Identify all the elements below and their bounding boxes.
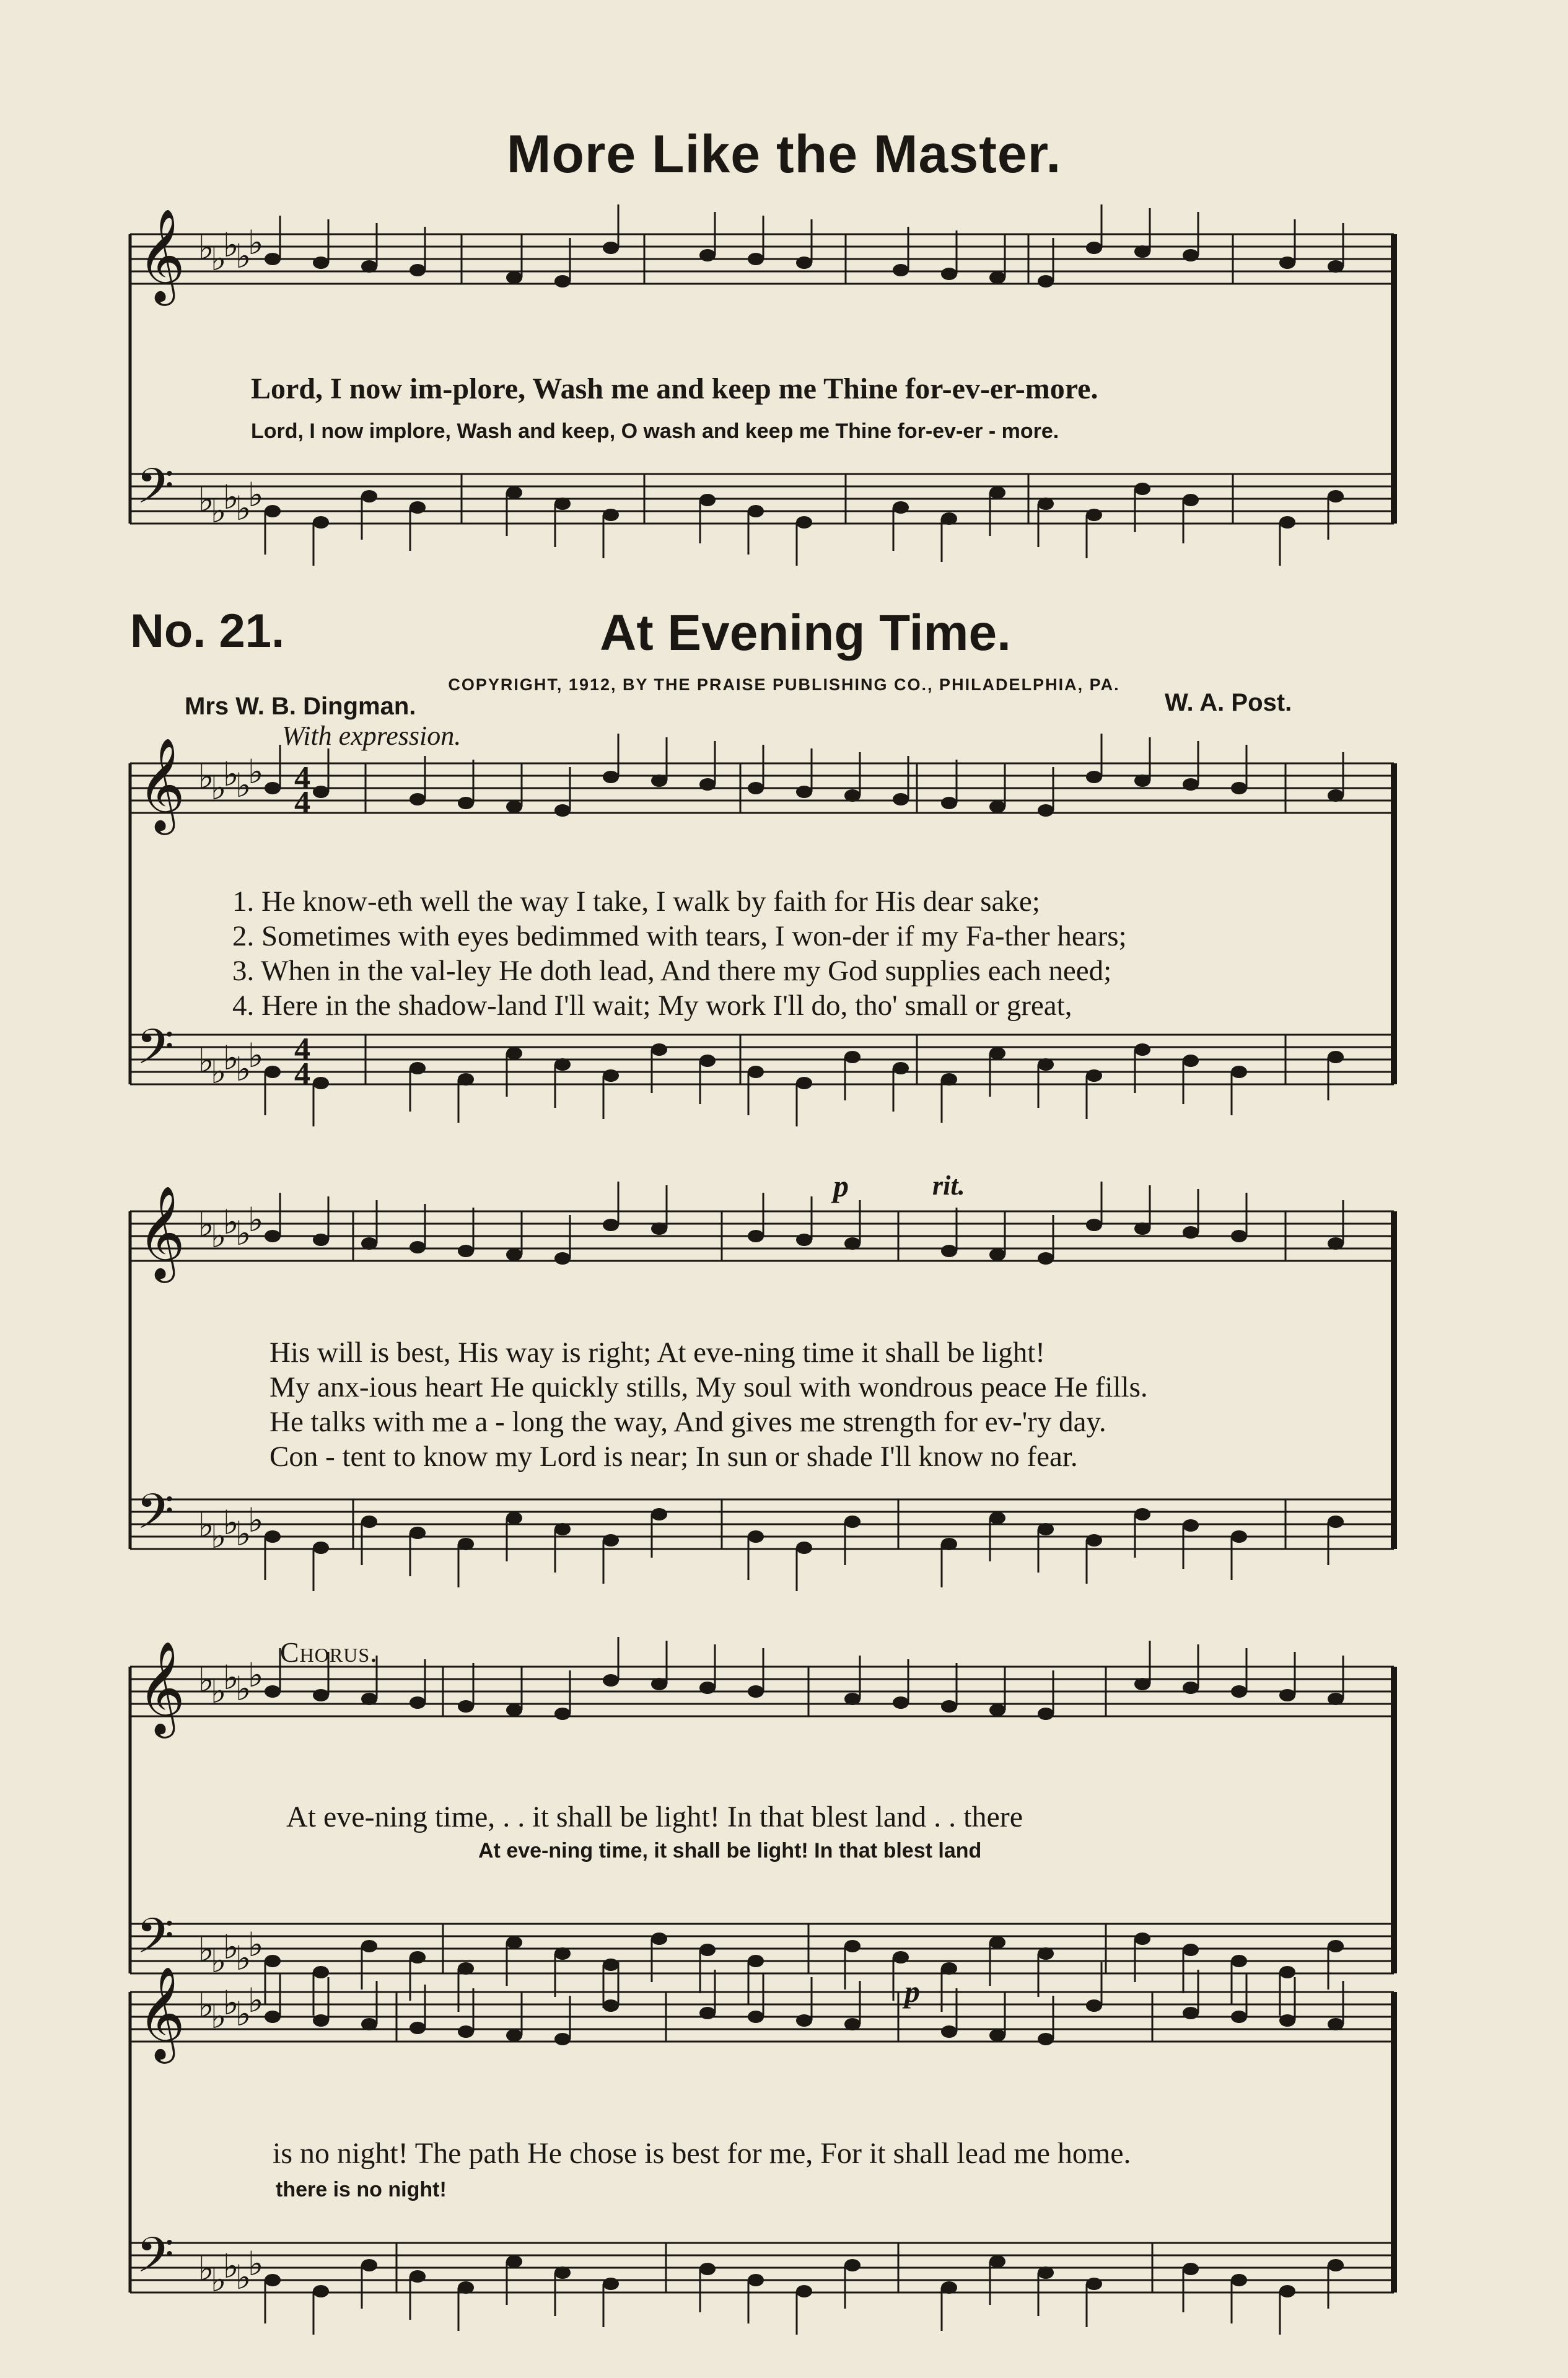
note-head	[265, 1066, 281, 1078]
note-head	[313, 1234, 329, 1246]
note-head	[796, 1542, 812, 1554]
note-head	[941, 512, 957, 525]
note-head	[554, 2266, 571, 2279]
note-head	[1328, 789, 1344, 802]
note-head	[506, 2029, 522, 2042]
flat-icon: ♭	[235, 1996, 252, 2033]
flat-icon: ♭	[235, 1051, 252, 1088]
flat-icon: ♭	[235, 1670, 252, 1708]
flat-icon: ♭	[223, 1985, 239, 2022]
note-head	[1231, 1066, 1247, 1078]
note-head	[941, 268, 957, 280]
note-head	[1134, 774, 1150, 787]
copyright-notice: COPYRIGHT, 1912, BY THE PRAISE PUBLISHING CO., PHILADELPHIA, PA.	[448, 675, 1120, 694]
note-head	[941, 797, 957, 809]
note-head	[844, 1237, 861, 1250]
note-head	[989, 1248, 1005, 1261]
flat-icon: ♭	[223, 1204, 239, 1241]
verse-4-line-2: Con - tent to know my Lord is near; In sun or shade I'll know no fear.	[269, 1441, 1078, 1473]
note-head	[265, 1685, 281, 1698]
note-head	[651, 1933, 667, 1945]
note-head	[651, 1043, 667, 1056]
bass-clef-icon: 𝄢	[136, 1484, 175, 1552]
note-head	[1183, 1226, 1199, 1239]
note-head	[941, 1245, 957, 1257]
flat-icon: ♭	[248, 753, 264, 791]
note-head	[1038, 1708, 1054, 1720]
note-head	[941, 2281, 957, 2294]
flat-icon: ♭	[198, 1931, 214, 1968]
note-head	[410, 1951, 426, 1963]
note-head	[651, 1508, 667, 1520]
note-head	[506, 1248, 522, 1261]
note-head	[554, 498, 571, 510]
note-head	[748, 2274, 764, 2286]
chorus-label: Chorus.	[280, 1636, 378, 1668]
flat-icon: ♭	[211, 1518, 227, 1555]
flat-icon: ♭	[248, 1926, 264, 1963]
note-head	[554, 275, 571, 287]
note-head	[603, 2278, 619, 2290]
note-head	[1279, 1966, 1295, 1978]
note-head	[313, 2285, 329, 2297]
flat-icon: ♭	[198, 2250, 214, 2288]
note-head	[458, 2025, 474, 2038]
bass-clef-icon: 𝄢	[136, 2227, 175, 2296]
note-head	[1086, 1069, 1102, 1082]
note-head	[1279, 2285, 1295, 2297]
treble-clef-icon: 𝄞	[138, 1965, 185, 2060]
flat-icon: ♭	[248, 1657, 264, 1694]
note-head	[699, 1682, 716, 1694]
note-head	[1183, 2263, 1199, 2275]
note-head	[989, 1512, 1005, 1524]
note-head	[1279, 257, 1295, 269]
note-head	[748, 1530, 764, 1543]
note-head	[1279, 1689, 1295, 1701]
note-head	[699, 2263, 716, 2275]
note-head	[699, 778, 716, 791]
note-head	[1183, 1682, 1199, 1694]
note-head	[989, 271, 1005, 284]
note-head	[941, 1700, 957, 1713]
note-head	[603, 1069, 619, 1082]
note-head	[506, 1704, 522, 1716]
flat-icon: ♭	[198, 1042, 214, 1079]
chorus-lyrics-line-1: At eve-ning time, . . it shall be light! In that blest land . . there	[286, 1801, 1023, 1833]
note-head	[1086, 771, 1102, 783]
flat-icon: ♭	[235, 767, 252, 804]
note-head	[748, 2011, 764, 2023]
note-head	[796, 2014, 812, 2027]
chorus-dynamic-piano: p	[904, 1974, 920, 2009]
note-head	[796, 257, 812, 269]
note-head	[554, 1947, 571, 1960]
note-head	[1134, 1678, 1150, 1690]
time-signature-treble: 4	[294, 760, 310, 796]
note-head	[796, 2285, 812, 2297]
note-head	[1183, 1944, 1199, 1956]
note-head	[361, 490, 377, 502]
flat-icon: ♭	[198, 229, 214, 266]
flat-icon: ♭	[223, 1040, 239, 1077]
note-head	[796, 1077, 812, 1089]
note-head	[361, 1516, 377, 1528]
note-head	[1231, 1685, 1247, 1698]
note-head	[361, 2018, 377, 2030]
flat-icon: ♭	[235, 1516, 252, 1553]
note-head	[506, 1936, 522, 1949]
note-head	[265, 2274, 281, 2286]
note-head	[699, 1055, 716, 1067]
note-head	[941, 2025, 957, 2038]
chorus-lyrics-line-2: is no night! The path He chose is best for me, For it shall lead me home.	[273, 2137, 1131, 2170]
note-head	[603, 509, 619, 521]
note-head	[1134, 1508, 1150, 1520]
note-head	[1183, 1519, 1199, 1532]
note-head	[1134, 1043, 1150, 1056]
note-head	[603, 1999, 619, 2012]
flat-icon: ♭	[211, 240, 227, 278]
note-head	[989, 1936, 1005, 1949]
note-head	[748, 505, 764, 517]
note-head	[893, 793, 909, 805]
note-head	[651, 774, 667, 787]
note-head	[941, 1962, 957, 1975]
note-head	[941, 1073, 957, 1086]
note-head	[1038, 804, 1054, 817]
note-head	[748, 1066, 764, 1078]
note-head	[506, 1047, 522, 1060]
flat-icon: ♭	[211, 1942, 227, 1980]
note-head	[265, 1530, 281, 1543]
note-head	[1279, 516, 1295, 529]
note-head	[361, 1693, 377, 1705]
note-head	[603, 1959, 619, 1971]
note-head	[893, 264, 909, 276]
note-head	[1038, 498, 1054, 510]
note-head	[1038, 2266, 1054, 2279]
note-head	[1231, 1230, 1247, 1242]
note-head	[313, 2014, 329, 2027]
dynamic-piano: p	[833, 1169, 849, 1203]
lyricist-credit: Mrs W. B. Dingman.	[185, 693, 416, 720]
note-head	[1231, 2011, 1247, 2023]
note-head	[506, 801, 522, 813]
note-head	[603, 1219, 619, 1231]
note-head	[748, 782, 764, 794]
time-signature-treble: 4	[294, 785, 310, 820]
note-head	[1328, 1693, 1344, 1705]
note-head	[1231, 1955, 1247, 1967]
note-head	[361, 1237, 377, 1250]
note-head	[748, 1685, 764, 1698]
verse-1-line-2: His will is best, His way is right; At eve-ning time it shall be light!	[269, 1336, 1045, 1369]
flat-icon: ♭	[211, 770, 227, 807]
note-head	[554, 1058, 571, 1071]
note-head	[410, 1241, 426, 1253]
note-head	[748, 1230, 764, 1242]
note-head	[410, 2270, 426, 2283]
note-head	[506, 486, 522, 499]
note-head	[989, 1047, 1005, 1060]
previous-hymn-lyrics: Lord, I now im-plore, Wash me and keep me Thine for-ev-er-more.	[251, 372, 1098, 405]
note-head	[748, 1955, 764, 1967]
note-head	[1086, 2278, 1102, 2290]
note-head	[844, 789, 861, 802]
treble-clef-icon: 𝄞	[138, 737, 185, 831]
note-head	[458, 1962, 474, 1975]
note-head	[989, 2255, 1005, 2268]
flat-icon: ♭	[198, 1507, 214, 1544]
note-head	[699, 249, 716, 261]
note-head	[506, 1512, 522, 1524]
note-head	[265, 782, 281, 794]
note-head	[1086, 1534, 1102, 1547]
flat-icon: ♭	[248, 1201, 264, 1239]
verse-4-line-1: 4. Here in the shadow-land I'll wait; My work I'll do, tho' small or great,	[232, 989, 1072, 1022]
note-head	[1134, 245, 1150, 258]
note-head	[410, 2022, 426, 2034]
flat-icon: ♭	[211, 2262, 227, 2299]
note-head	[893, 1951, 909, 1963]
note-head	[748, 253, 764, 265]
verse-1-line-1: 1. He know-eth well the way I take, I walk by faith for His dear sake;	[232, 885, 1040, 918]
note-head	[458, 797, 474, 809]
flat-icon: ♭	[198, 1206, 214, 1244]
note-head	[410, 1062, 426, 1074]
note-head	[506, 2255, 522, 2268]
note-head	[313, 516, 329, 529]
verse-2-line-1: 2. Sometimes with eyes bedimmed with tears, I won-der if my Fa-ther hears;	[232, 920, 1127, 952]
flat-icon: ♭	[223, 756, 239, 793]
note-head	[410, 264, 426, 276]
flat-icon: ♭	[248, 476, 264, 514]
note-head	[554, 2033, 571, 2045]
note-head	[1328, 2259, 1344, 2271]
note-head	[265, 1955, 281, 1967]
note-head	[1038, 2033, 1054, 2045]
note-head	[844, 1940, 861, 1952]
flat-icon: ♭	[223, 1504, 239, 1542]
treble-clef-icon: 𝄞	[138, 1640, 185, 1734]
note-head	[410, 501, 426, 514]
note-head	[699, 1944, 716, 1956]
note-head	[844, 1693, 861, 1705]
note-head	[458, 1073, 474, 1086]
note-head	[893, 1696, 909, 1709]
note-head	[1231, 1530, 1247, 1543]
note-head	[1328, 260, 1344, 273]
flat-icon: ♭	[211, 1998, 227, 2035]
verse-3-line-1: 3. When in the val-ley He doth lead, And there my God supplies each need;	[232, 955, 1112, 987]
note-head	[554, 1523, 571, 1535]
composer-credit: W. A. Post.	[1165, 689, 1292, 716]
note-head	[1183, 1055, 1199, 1067]
note-head	[265, 2011, 281, 2023]
note-head	[1086, 242, 1102, 254]
note-head	[844, 1516, 861, 1528]
note-head	[1328, 490, 1344, 502]
flat-icon: ♭	[211, 493, 227, 530]
flat-icon: ♭	[223, 1929, 239, 1966]
note-head	[651, 1222, 667, 1235]
note-head	[1038, 1252, 1054, 1265]
flat-icon: ♭	[248, 2245, 264, 2283]
note-head	[1183, 494, 1199, 506]
note-head	[1134, 483, 1150, 495]
note-head	[410, 793, 426, 805]
note-head	[989, 1704, 1005, 1716]
note-head	[796, 786, 812, 798]
note-head	[265, 505, 281, 517]
note-head	[1086, 1999, 1102, 2012]
note-head	[313, 1542, 329, 1554]
note-head	[796, 516, 812, 529]
note-head	[313, 786, 329, 798]
note-head	[893, 501, 909, 514]
note-head	[603, 771, 619, 783]
flat-icon: ♭	[223, 479, 239, 516]
flat-icon: ♭	[198, 1987, 214, 2024]
note-head	[603, 1674, 619, 1687]
note-head	[1086, 1219, 1102, 1231]
note-head	[603, 242, 619, 254]
tempo-marking: With expression.	[282, 721, 462, 751]
note-head	[361, 1940, 377, 1952]
note-head	[1328, 1237, 1344, 1250]
note-head	[1231, 2274, 1247, 2286]
note-head	[699, 2007, 716, 2019]
flat-icon: ♭	[235, 1215, 252, 1252]
note-head	[361, 2259, 377, 2271]
flat-icon: ♭	[223, 227, 239, 264]
note-head	[844, 1051, 861, 1063]
flat-icon: ♭	[248, 1982, 264, 2019]
note-head	[844, 2259, 861, 2271]
flat-icon: ♭	[235, 238, 252, 275]
flat-icon: ♭	[235, 490, 252, 527]
note-head	[1231, 782, 1247, 794]
note-head	[1183, 2007, 1199, 2019]
bass-clef-icon: 𝄢	[136, 1019, 175, 1087]
note-head	[265, 1230, 281, 1242]
flat-icon: ♭	[248, 1502, 264, 1539]
note-head	[1328, 1516, 1344, 1528]
bass-clef-icon: 𝄢	[136, 1908, 175, 1977]
previous-hymn-title: More Like the Master.	[506, 125, 1062, 184]
note-head	[265, 253, 281, 265]
note-head	[554, 1708, 571, 1720]
hymn-number: No. 21.	[130, 605, 285, 657]
flat-icon: ♭	[235, 2259, 252, 2296]
flat-icon: ♭	[211, 1673, 227, 1710]
note-head	[989, 486, 1005, 499]
note-head	[1134, 1222, 1150, 1235]
treble-clef-icon: 𝄞	[138, 208, 185, 302]
note-head	[458, 2281, 474, 2294]
note-head	[361, 260, 377, 273]
note-head	[1038, 1058, 1054, 1071]
note-head	[603, 1534, 619, 1547]
note-head	[1328, 1051, 1344, 1063]
flat-icon: ♭	[198, 758, 214, 796]
flat-icon: ♭	[223, 1659, 239, 1696]
note-head	[989, 2029, 1005, 2042]
time-signature-bass: 4	[294, 1056, 310, 1092]
note-head	[458, 1700, 474, 1713]
hymn-title: At Evening Time.	[600, 605, 1011, 661]
note-head	[1183, 778, 1199, 791]
note-head	[1328, 1940, 1344, 1952]
note-head	[313, 1966, 329, 1978]
chorus-echo-lyrics-line-2: there is no night!	[276, 2178, 447, 2201]
flat-icon: ♭	[248, 224, 264, 261]
note-head	[410, 1527, 426, 1539]
note-head	[458, 1538, 474, 1550]
note-head	[651, 1678, 667, 1690]
note-head	[506, 271, 522, 284]
note-head	[410, 1696, 426, 1709]
treble-clef-icon: 𝄞	[138, 1185, 185, 1279]
note-head	[699, 494, 716, 506]
note-head	[893, 1062, 909, 1074]
note-head	[1038, 1947, 1054, 1960]
flat-icon: ♭	[198, 481, 214, 519]
flat-icon: ♭	[198, 1662, 214, 1699]
note-head	[844, 2018, 861, 2030]
note-head	[313, 257, 329, 269]
time-signature-bass: 4	[294, 1032, 310, 1067]
note-head	[458, 1245, 474, 1257]
verse-3-line-2: He talks with me a - long the way, And gives me strength for ev-'ry day.	[269, 1406, 1106, 1438]
verse-2-line-2: My anx-ious heart He quickly stills, My soul with wondrous peace He fills.	[269, 1371, 1148, 1403]
note-head	[313, 1077, 329, 1089]
note-head	[554, 1252, 571, 1265]
note-head	[1134, 1933, 1150, 1945]
flat-icon: ♭	[211, 1218, 227, 1255]
flat-icon: ♭	[248, 1037, 264, 1074]
note-head	[796, 1234, 812, 1246]
note-head	[1183, 249, 1199, 261]
note-head	[1086, 509, 1102, 521]
note-head	[1038, 275, 1054, 287]
flat-icon: ♭	[211, 1053, 227, 1090]
flat-icon: ♭	[223, 2248, 239, 2285]
flat-icon: ♭	[235, 1940, 252, 1977]
ritardando-marking: rit.	[932, 1170, 965, 1201]
note-head	[1038, 1523, 1054, 1535]
note-head	[941, 1538, 957, 1550]
bass-clef-icon: 𝄢	[136, 458, 175, 527]
note-head	[313, 1689, 329, 1701]
previous-hymn-echo-lyrics: Lord, I now implore, Wash and keep, O wash and keep me Thine for-ev-er - more.	[251, 419, 1059, 443]
note-head	[1328, 2018, 1344, 2030]
note-head	[1279, 2014, 1295, 2027]
note-head	[554, 804, 571, 817]
chorus-echo-lyrics-line-1: At eve-ning time, it shall be light! In that blest land	[478, 1839, 982, 1862]
note-head	[989, 801, 1005, 813]
